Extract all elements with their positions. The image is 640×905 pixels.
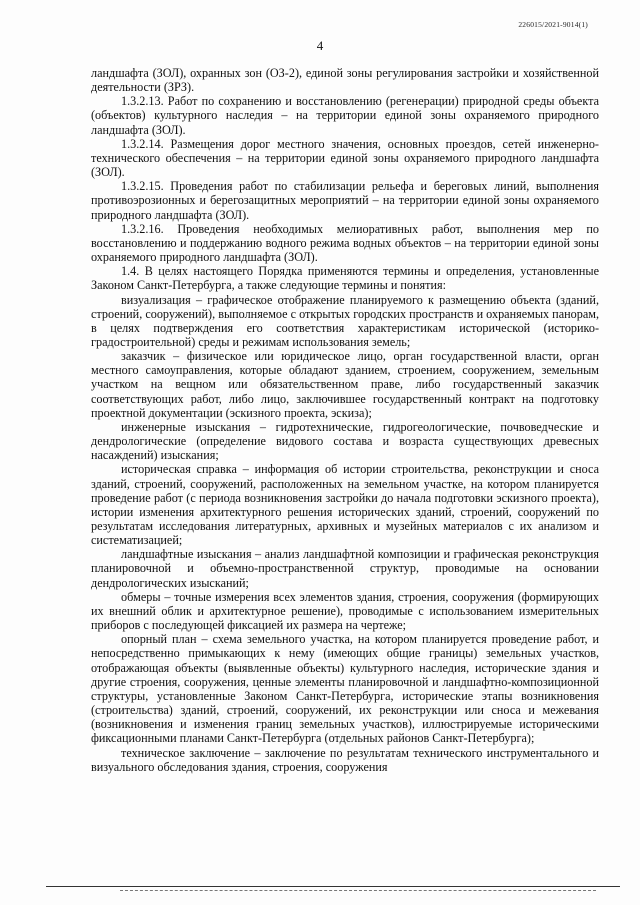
document-body: [91, 66, 599, 774]
scan-bottom-edge-shadow: [120, 890, 596, 891]
definition-historical-reference: историческая справка – информация об истории строительства, реконструкции и сноса зданий, строений, сооружений, расположенных на земельном участке, на котором планируется проведение работ (с периода возникновения застройки до начала подготовки эскизного проекта), истории изменения архитектурного решения исторических зданий, строений, сооружений по результатам исследования литературных, архивных и музейных материалов с их анализом и систематизацией;: [91, 462, 599, 548]
definition-customer: заказчик – физическое или юридическое лицо, орган государственной власти, орган местного самоуправления, которые обладают зданием, строением, сооружением, земельным участком на вещном или обязательственном праве, либо государственный заказчик соответствующих работ, либо лицо, заключившее государственный контракт на подготовку проектной документации (эскизного проекта, эскиза);: [91, 349, 599, 420]
paragraph-1-3-2-14: 1.3.2.14. Размещения дорог местного значения, основных проездов, сетей инженерно-технического обеспечения – на территории единой зоны охраняемого природного ландшафта (ЗОЛ).: [91, 136, 599, 180]
definition-engineering-surveys: инженерные изыскания – гидротехнические, гидрогеологические, почвоведческие и дендрологические (определение видового состава и возраста существующих древесных насаждений) изыскания;: [91, 419, 599, 463]
paragraph-1-4: 1.4. В целях настоящего Порядка применяются термины и определения, установленные Законом Санкт-Петербурга, а также следующие термины и понятия:: [91, 264, 599, 293]
definition-landscape-surveys: ландшафтные изыскания – анализ ландшафтной композиции и графическая реконструкция планировочной и объемно-пространственной структур, проводимые на основании дендрологических изысканий;: [91, 547, 599, 590]
document-registration-code: 226015/2021-9014(1): [518, 20, 588, 29]
paragraph-1-3-2-16: 1.3.2.16. Проведения необходимых мелиоративных работ, выполнения мер по восстановлению и поддержанию водного режима водных объектов – на территории единой зоны охраняемого природного ландшафта (ЗОЛ).: [91, 221, 599, 265]
page-number: 4: [316, 38, 324, 53]
scan-bottom-edge: [46, 886, 620, 887]
definition-reference-plan: опорный план – схема земельного участка, на котором планируется проведение работ, и непосредственно примыкающих к нему (имеющих общие границы) земельных участков, отображающая объекты (выявленные объекты) культурного наследия, исторические здания и другие строения, сооружения, ценные элементы планировочной и ландшафтно-композиционной структуры, установленные Законом Санкт-Петербурга, исторические этапы возникновения (строительства) зданий, строений, сооружений, их реконструкции или сноса и межевания (возникновения и изменения границ земельных участков), иллюстрируемые историческими фиксационными планами Санкт-Петербурга (отдельных районов Санкт-Петербурга);: [91, 632, 599, 746]
paragraph-1-3-2-15: 1.3.2.15. Проведения работ по стабилизации рельефа и береговых линий, выполнения противоэрозионных и берегозащитных мероприятий – на территории единой зоны охраняемого природного ландшафта (ЗОЛ).: [91, 179, 599, 222]
definition-measurements: обмеры – точные измерения всех элементов здания, строения, сооружения (формирующих их внешний облик и архитектурное решение), проводимые с использованием измерительных приборов с последующей фиксацией их размера на чертеже;: [91, 589, 599, 633]
paragraph-1-3-2-13: 1.3.2.13. Работ по сохранению и восстановлению (регенерации) природной среды объекта (объектов) культурного наследия – на территории единой зоны охраняемого природного ландшафта (ЗОЛ).: [91, 94, 599, 137]
definition-visualization: визуализация – графическое отображение планируемого к размещению объекта (зданий, строений, сооружений), выполняемое с открытых городских пространств и охраняемых панорам, в целях подтверждения его соответствия характеристикам исторической (историко-градостроительной) среды и режимам использования земель;: [91, 292, 599, 349]
paragraph-zones-continued: ландшафта (ЗОЛ), охранных зон (ОЗ-2), единой зоны регулирования застройки и хозяйственной деятельности (ЗРЗ).: [91, 66, 599, 95]
definition-technical-conclusion: техническое заключение – заключение по результатам технического инструментального и визуального обследования здания, строения, сооружения: [91, 745, 599, 774]
